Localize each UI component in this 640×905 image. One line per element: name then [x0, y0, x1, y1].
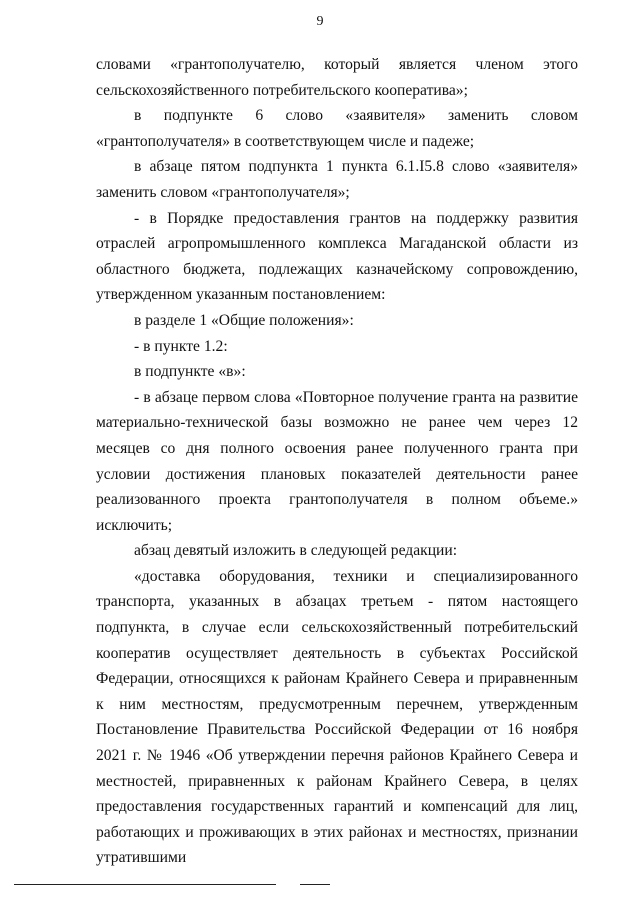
document-body — [96, 52, 578, 871]
paragraph-6: - в пункте 1.2: — [134, 337, 228, 355]
paragraph-8: - в абзаце первом слова «Повторное получение гранта на развитие материально-технической базы возможно не ранее чем через 12 месяцев со дня полного освоения ранее полученного гранта при условии достижения плановых показателей деятельности ранее реализованного проекта грантополучателя в полном объеме.» исключить; — [96, 388, 578, 534]
page-number: 9 — [316, 14, 324, 29]
footer-rule-right — [300, 884, 330, 885]
paragraph-5: в разделе 1 «Общие положения»: — [134, 311, 354, 329]
paragraph-10: «доставка оборудования, техники и специализированного транспорта, указанных в абзацах третьем - пятом настоящего подпункта, в случае если сельскохозяйственный потребительский кооператив осуществляет деятельность в субъектах Российской Федерации, относящихся к районам Крайнего Севера и приравненным к ним местностям, предусмотренным перечнем, утвержденным Постановление Правительства Российской Федерации от 16 ноября 2021 г. № 1946 «Об утверждении перечня районов Крайнего Севера и местностей, приравненных к районам Крайнего Севера, в целях предоставления государственных гарантий и компенсаций для лиц, работающих и проживающих в этих районах и местностях, признании утратившими — [96, 567, 578, 867]
footer-rule-left — [14, 884, 276, 885]
paragraph-7: в подпункте «в»: — [134, 363, 246, 381]
paragraph-9: абзац девятый изложить в следующей редакции: — [134, 542, 458, 560]
paragraph-3: в абзаце пятом подпункта 1 пункта 6.1.I5.8 слово «заявителя» заменить словом «грантополучателя»; — [96, 158, 578, 201]
paragraph-4: - в Порядке предоставления грантов на поддержку развития отраслей агропромышленного комплекса Магаданской области из областного бюджета, подлежащих казначейскому сопровождению, утвержденном указанным постановлением: — [96, 209, 578, 304]
paragraph-1: словами «грантополучателю, который является членом этого сельскохозяйственного потребительского кооператива»; — [96, 56, 578, 99]
paragraph-2: в подпункте 6 слово «заявителя» заменить словом «грантополучателя» в соответствующем числе и падеже; — [96, 107, 578, 150]
